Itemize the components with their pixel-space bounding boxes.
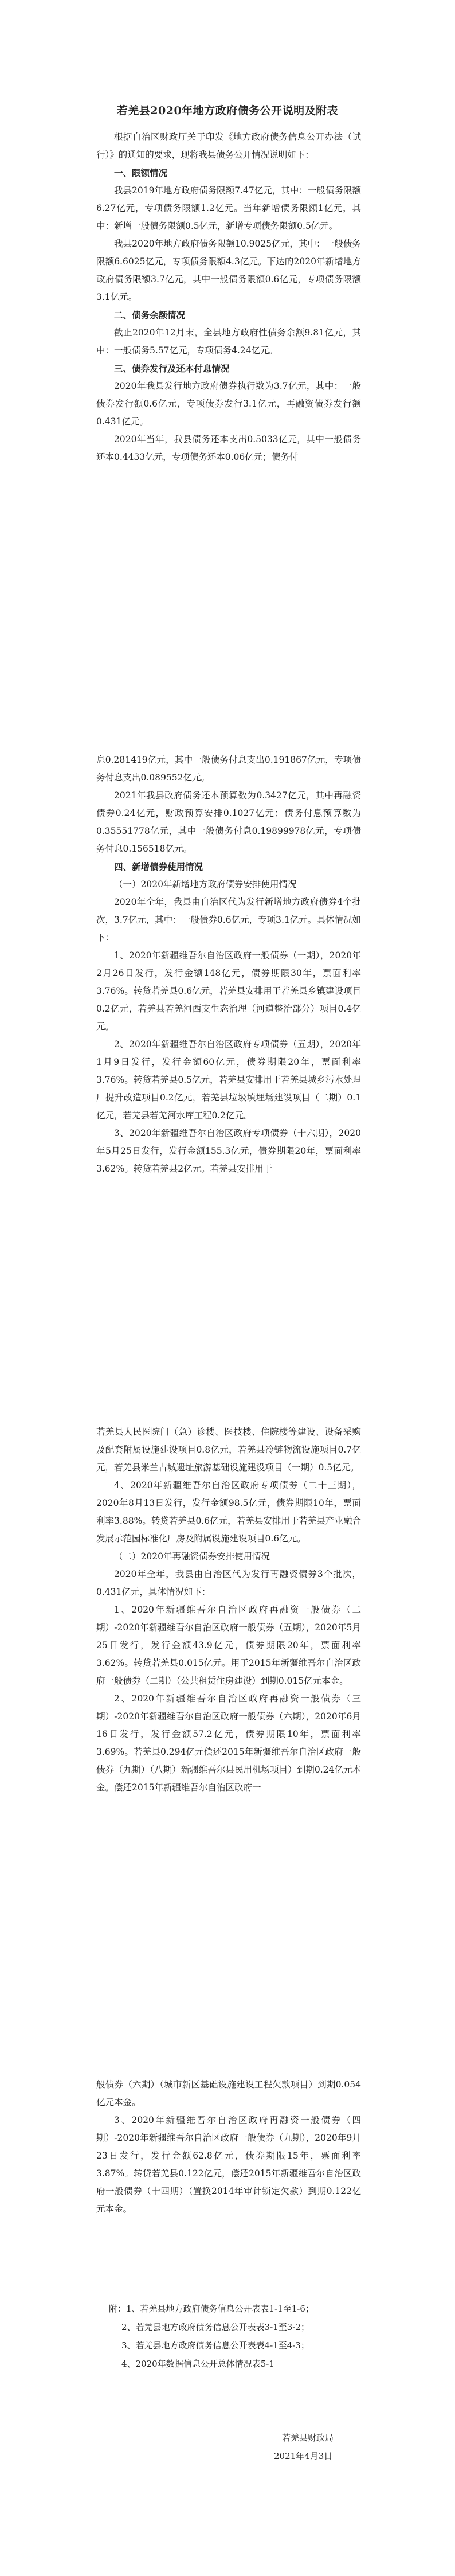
issuance-paragraph-2-start: 2020年当年，我县债务还本支出0.5033亿元，其中一般债务还本0.4433亿元，专项债务还本0.06亿元；债务付 xyxy=(96,434,361,462)
section-heading-balance: 二、债务余额情况 xyxy=(114,310,186,321)
usage-subheading-2: （二）2020年再融资债券安排使用情况 xyxy=(114,1551,270,1562)
usage-paragraph-9: 3、2020年新疆维吾尔自治区政府再融资一般债券（四期）-2020年新疆维吾尔自治区政府一般债券（九期），2020年9月23日发行，发行金额62.8亿元，债券期限15年，票面利率3.87%。转贷若羌县0.122亿元，偿还2015年新疆维吾尔自治区政府一般债券（十四期）（置换2014年审计锁定欠款）到期0.122亿元本金。 xyxy=(96,2115,361,2214)
section-heading-usage: 四、新增债券使用情况 xyxy=(114,861,203,872)
attachment-item: 附：1、若羌县地方政府债务信息公开表表1-1至1-6； xyxy=(109,2304,314,2314)
intro-paragraph: 根据自治区财政厅关于印发《地方政府债务信息公开办法（试行）》的通知的要求，现将我县债务公开情况说明如下： xyxy=(96,132,361,160)
attachment-item: 3、若羌县地方政府债务信息公开表表4-1至4-3； xyxy=(121,2340,309,2351)
attachment-item: 4、2020年数据信息公开总体情况表5-1 xyxy=(121,2359,274,2369)
usage-paragraph-3: 2、2020年新疆维吾尔自治区政府专项债券（五期），2020年1月9日发行，发行金额60亿元，债券期限20年，票面利率3.76%。转贷若羌县0.5亿元，若羌县安排用于若羌县城乡污水处理厂提升改造项目0.2亿元，若羌县垃圾填埋场建设项目（二期）0.1亿元，若羌县若羌河水库工程0.2亿元。 xyxy=(96,1039,361,1121)
usage-paragraph-6: 2020年全年，我县由自治区代为发行再融资债券3个批次，0.431亿元，具体情况如下： xyxy=(96,1569,361,1597)
usage-paragraph-4-start: 3、2020年新疆维吾尔自治区政府专项债券（十六期），2020年5月25日发行，发行金额155.3亿元，债券期限20年，票面利率3.62%。转贷若羌县2亿元。若羌县安排用于 xyxy=(96,1128,361,1174)
section-heading-limit: 一、限额情况 xyxy=(114,167,168,178)
section-heading-issuance: 三、债券发行及还本付息情况 xyxy=(114,363,230,374)
issuance-paragraph-3: 2021年我县政府债务还本预算数为0.3427亿元，其中再融资债券0.24亿元，财政预算安排0.1027亿元；债务付息预算数为0.35551778亿元，其中一般债务付息0.19899978亿元，专项债务付息0.156518亿元。 xyxy=(96,790,361,854)
usage-paragraph-7: 1、2020年新疆维吾尔自治区政府再融资一般债券（二期）-2020年新疆维吾尔自治区政府一般债券（五期），2020年5月25日发行，发行金额43.9亿元，债券期限20年，票面利率3.62%。转贷若羌县0.015亿元。用于2015年新疆维吾尔自治区政府一般债券（二期）（公共租赁住房建设）到期0.015亿元本金。 xyxy=(96,1605,361,1686)
attachment-item: 2、若羌县地方政府债务信息公开表表3-1至3-2； xyxy=(121,2322,309,2332)
limit-paragraph-2: 我县2020年地方政府债务限额10.9025亿元，其中：一般债务限额6.6025亿元，专项债务限额4.3亿元。下达的2020年新增地方政府债务限额3.7亿元，其中一般债务限额0.6亿元，专项债务限额3.1亿元。 xyxy=(96,239,361,302)
issue-date: 2021年4月3日 xyxy=(274,2451,333,2461)
issuance-paragraph-1: 2020年我县发行地方政府债券执行数为3.7亿元，其中：一般债券发行额0.6亿元，专项债券发行3.1亿元，再融资债券发行额0.431亿元。 xyxy=(96,381,361,427)
balance-paragraph: 截止2020年12月末，全县地方政府性债务余额9.81亿元，其中：一般债务5.57亿元，专项债务4.24亿元。 xyxy=(96,327,361,356)
usage-subheading-1: （一）2020年新增地方政府债券安排使用情况 xyxy=(114,879,297,889)
usage-paragraph-4-end: 若羌县人民医院门（急）诊楼、医技楼、住院楼等建设、设备采购及配套附属设施建设项目0.8亿元，若羌县冷链物流设施项目0.7亿元，若羌县米兰古城遗址旅游基础设施建设项目（一期）0.5亿元。 xyxy=(96,1427,361,1473)
document-title: 若羌县2020年地方政府债务公开说明及附表 xyxy=(116,104,339,117)
usage-paragraph-5: 4、2020年新疆维吾尔自治区政府专项债券（二十三期），2020年8月13日发行，发行金额98.5亿元，债券期限10年，票面利率3.88%。转贷若羌县0.6亿元，若羌县安排用于若羌县产业融合发展示范园标准化厂房及附属设施建设项目0.6亿元。 xyxy=(96,1480,361,1544)
issuance-paragraph-2-end: 息0.281419亿元，其中一般债务付息支出0.191867亿元，专项债务付息支出0.089552亿元。 xyxy=(96,755,361,783)
usage-paragraph-2: 1、2020年新疆维吾尔自治区政府一般债券（一期），2020年2月26日发行，发行金额148亿元，债券期限30年，票面利率3.76%。转贷若羌县0.6亿元，若羌县安排用于若羌县乡镇建设项目0.2亿元，若羌县若羌河西支生态治理（河道整治部分）项目0.4亿元。 xyxy=(96,950,361,1032)
signature-block xyxy=(0,2429,455,2465)
usage-paragraph-8-start: 2、2020年新疆维吾尔自治区政府再融资一般债券（三期）-2020年新疆维吾尔自治区政府一般债券（六期），2020年6月16日发行，发行金额57.2亿元，债券期限10年，票面利率3.69%。若羌县0.294亿元偿还2015年新疆维吾尔自治区政府一般债券（九期）（八期）新疆维吾尔县民用机场项目）到期0.24亿元本金。偿还2015年新疆维吾尔自治区政府一 xyxy=(96,1693,361,1793)
content-block-1 xyxy=(96,128,361,466)
attachment-list xyxy=(109,2300,368,2373)
usage-paragraph-8-end: 般债券（六期）（城市新区基础设施建设工程欠款项目）到期0.054亿元本金。 xyxy=(96,2079,361,2107)
content-block-2 xyxy=(96,751,361,1178)
content-block-3 xyxy=(96,1423,361,1797)
content-block-4 xyxy=(96,2076,361,2218)
issuer-name: 若羌县财政局 xyxy=(282,2433,334,2443)
limit-paragraph-1: 我县2019年地方政府债务限额7.47亿元，其中：一般债务限额6.27亿元，专项债务限额1.2亿元。当年新增债务限额1亿元，其中：新增一般债务限额0.5亿元，新增专项债务限额0.5亿元。 xyxy=(96,185,361,231)
usage-paragraph-1: 2020年全年，我县由自治区代为发行新增地方政府债券4个批次，3.7亿元，其中：一般债券0.6亿元，专项3.1亿元。具体情况如下： xyxy=(96,897,361,943)
